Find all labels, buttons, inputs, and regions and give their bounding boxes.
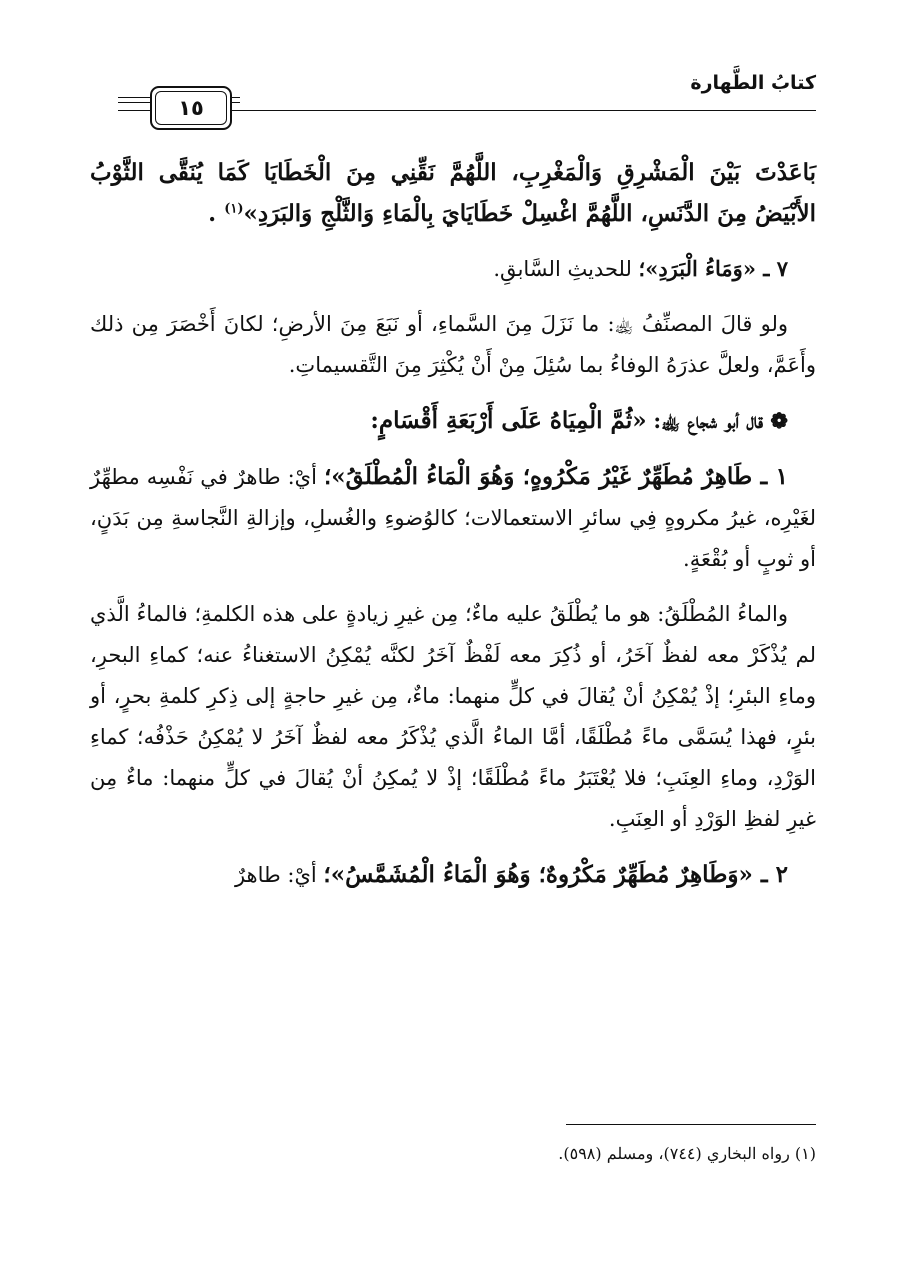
heading-prefix: ❁ قال أبو شجاع ﵀: <box>653 408 788 433</box>
item-1-title: ١ ـ طَاهِرٌ مُطَهِّرٌ غَيْرُ مَكْرُوهٍ؛ وَهُوَ الْمَاءُ الْمُطْلَقُ»؛ <box>323 463 788 490</box>
section-heading <box>90 400 816 442</box>
hadith-text: بَاعَدْتَ بَيْنَ الْمَشْرِقِ وَالْمَغْرِبِ، اللَّهُمَّ نَقِّنِي مِنَ الْخَطَايَا كَمَا يُنَقَّى الثَّوْبُ الأَبْيَضُ مِنَ الدَّنَسِ، اللَّهُمَّ اغْسِلْ خَطَايَايَ بِالْمَاءِ وَالثَّلْجِ وَالبَرَدِ» <box>90 159 816 227</box>
page-number-frame <box>150 86 232 130</box>
item-7 <box>90 248 816 290</box>
header-ornament-left <box>118 97 152 103</box>
hadith-continuation <box>90 152 816 234</box>
footnote-text: رواه البخاري (٧٤٤)، ومسلم (٥٩٨). <box>558 1144 790 1163</box>
main-text <box>90 152 816 896</box>
footnote <box>90 1140 816 1168</box>
item-7-text: للحديثِ السَّابقِ. <box>493 257 632 281</box>
definition-paragraph: والماءُ المُطْلَقُ: هو ما يُطْلَقُ عليه ماءٌ؛ مِن غيرِ زيادةٍ على هذه الكلمةِ؛ فالماءُ الَّذي لم يُذْكَرْ معه لفظٌ آخَرُ، أو ذُكِرَ معه لَفْظٌ آخَرُ لكنَّه يُمْكِنُ الاستغناءُ عنه؛ كماءِ البحرِ، وماءِ البئرِ؛ إذْ يُمْكِنُ أنْ يُقالَ في كلٍّ منهما: ماءٌ، مِن غيرِ حاجةٍ إلى ذِكرِ كلمةِ بحرٍ، أو بئرٍ، فهذا يُسَمَّى ماءً مُطْلَقًا، أمَّا الماءُ الَّذي يُذْكَرُ معه لفظٌ آخَرُ لا يُمْكِنُ حَذْفُه؛ كماءِ الوَرْدِ، وماءِ العِنَبِ؛ فلا يُعْتَبَرُ ماءً مُطْلَقًا؛ إذْ لا يُمكِنُ أنْ يُقالَ في كلٍّ منهما: ماءٌ مِن غيرِ لفظِ الوَرْدِ أو العِنَبِ. <box>90 602 817 831</box>
commentary-paragraph: ولو قالَ المصنِّفُ ﵀: ما نَزَلَ مِنَ السَّماءِ، أو نَبَعَ مِنَ الأرضِ؛ لكانَ أَخْصَرَ مِن ذلك وأَعَمَّ، ولعلَّ عذرَهُ الوفاءُ بما سُئِلَ مِنْ أَنْ يُكْثِرَ مِنَ التَّقسيماتِ. <box>90 312 816 377</box>
running-title: كتابُ الطَّهارة <box>690 72 816 94</box>
page-number: ١٥ <box>178 96 204 120</box>
footnote-number: (١) <box>794 1144 816 1163</box>
item-2-text: أيْ: طاهرٌ <box>234 863 317 887</box>
footnote-ref: (١) <box>224 201 244 217</box>
item-7-title: ٧ ـ «وَمَاءُ الْبَرَدِ»؛ <box>638 256 788 281</box>
item-1 <box>90 456 816 580</box>
item-2-title: ٢ ـ «وَطَاهِرٌ مُطَهِّرٌ مَكْرُوهٌ؛ وَهُوَ الْمَاءُ الْمُشَمَّسُ»؛ <box>323 861 788 888</box>
item-2 <box>90 854 816 896</box>
heading-quote: «ثُمَّ الْمِيَاهُ عَلَى أَرْبَعَةِ أَقْسَامٍ: <box>370 407 647 434</box>
item-1-text: أيْ: طاهرٌ في نَفْسِه مطهِّرٌ لغَيْرِه، غيرُ مكروهٍ فِي سائرِ الاستعمالات؛ كالوُضوءِ والغُسلِ، وإزالةِ النَّجاسةِ مِن بَدَنٍ، أو ثوبٍ أو بُقْعَةٍ. <box>90 465 816 571</box>
footnote-rule <box>566 1124 816 1125</box>
hadith-end: . <box>208 200 217 227</box>
